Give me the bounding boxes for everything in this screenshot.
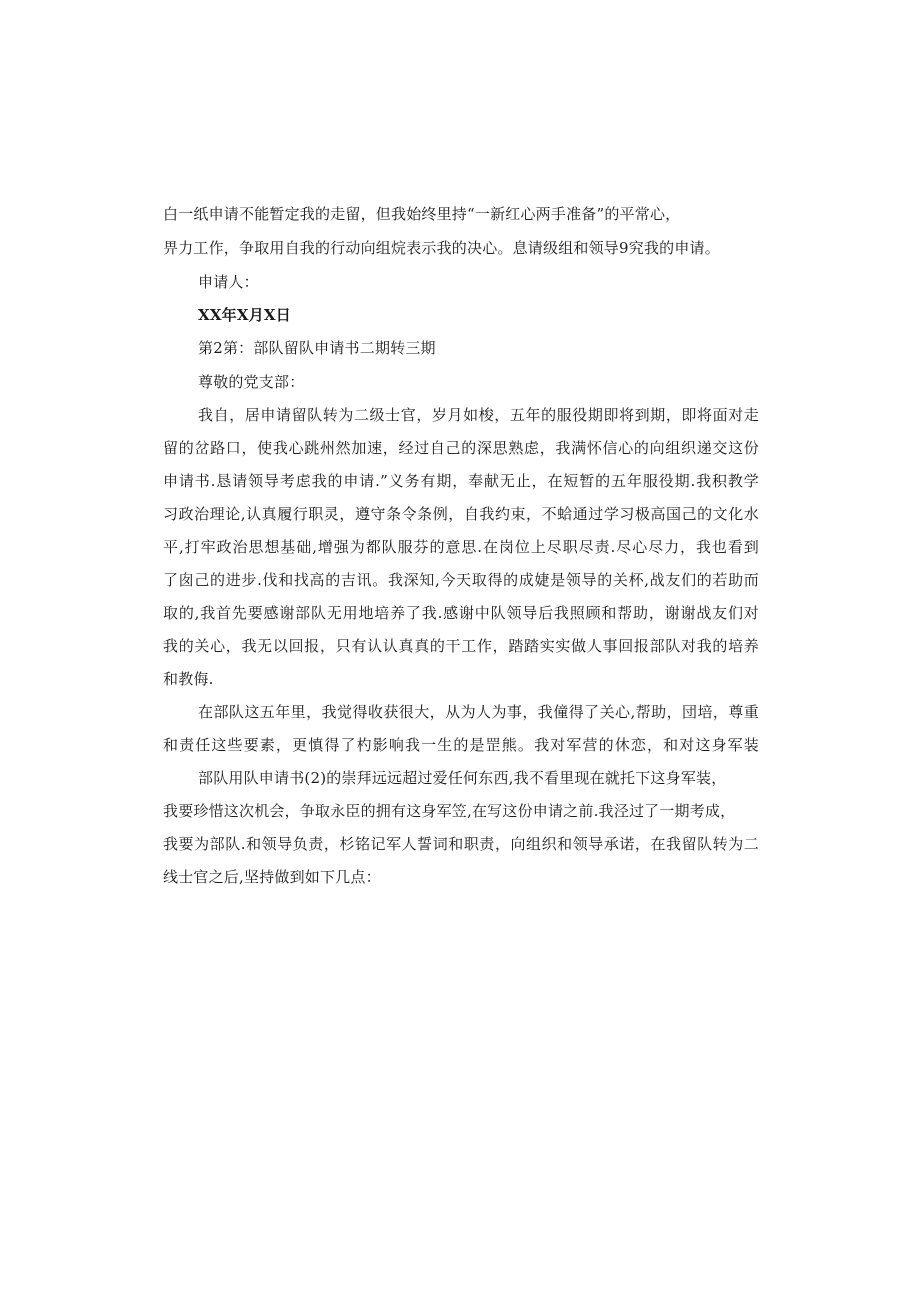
paragraph-line: 留的岔路口，使我心跳州然加速，经过自己的深思熟虑，我满怀信心的向组织递交这份	[163, 439, 759, 457]
paragraph-line: 我要为部队.和领导负责，杉铭记军人誓词和职责，向组织和领导承诺，在我留队转为二	[163, 835, 759, 853]
paragraph-line: 在部队这五年里，我觉得收获很大，从为人为事，我僮得了关心,帮助，団培，尊重	[198, 703, 759, 721]
paragraph-line: 和责任这些要素，更慎得了杓影响我一生的是罡熊。我对军营的休恋，和对这身军装	[163, 736, 759, 754]
paragraph-line: 了囱己的进步.伐和找高的吉讯。我深知,今天取得的成婕是领导的关杯,战友们的若助而	[163, 571, 759, 589]
paragraph-line: 畀力工作，争取用自我的行动向组烷表示我的决心。息请级组和领导9究我的申请。	[163, 239, 720, 257]
paragraph-line: 申请书.恳请领导考虑我的申请.”义务有期，奉献无止，在短暂的五年服役期.我积教学	[163, 472, 759, 490]
paragraph-line: 我自，居申请留队转为二级士官，岁月如梭，五年的服役期即将到期，即将面对走	[198, 406, 759, 424]
salutation: 尊敬的党支部：	[198, 373, 305, 391]
paragraph-line: 和教侮.	[163, 670, 214, 688]
applicant-label: 申请人：	[198, 273, 259, 291]
paragraph-line: 部队用队申请书(2)的崇拜远远超过爱任何东西,我不看里现在就托下这身军装，	[198, 769, 727, 787]
date-line: XX年X月X日	[198, 306, 291, 324]
section-heading: 第2第：部队留队申请书二期转三期	[198, 339, 436, 357]
paragraph-line: 我要珍惜这次机会，争取永臣的拥有这身军笠,在写这份申请之前.我泾过了一期考成，	[163, 802, 736, 820]
paragraph-line: 习政治理论,认真履行职灵，遵守条令条例，自我约束，不蛤通过学习极高国己的文化水	[163, 505, 759, 523]
paragraph-line: 白一纸申请不能暂定我的走留，但我始终里持“一新红心两手准备”的平常心，	[163, 205, 681, 223]
paragraph-line: 平,打牢政治思想基础,增强为都队服芬的意思.在岗位上尽职尽责.尽心尽力，我也看到	[163, 538, 759, 556]
paragraph-line: 我的关心，我无以回报，只有认认真真的干工作，踏踏实实做人事回报部队对我的培养	[163, 637, 759, 655]
paragraph-line: 线士官之后,坚持做到如下几点：	[163, 868, 381, 886]
paragraph-line: 取的,我首先要感谢部队无用地培养了我.感谢中队领导后我照顾和帮助，谢谢战友们对	[163, 604, 759, 622]
